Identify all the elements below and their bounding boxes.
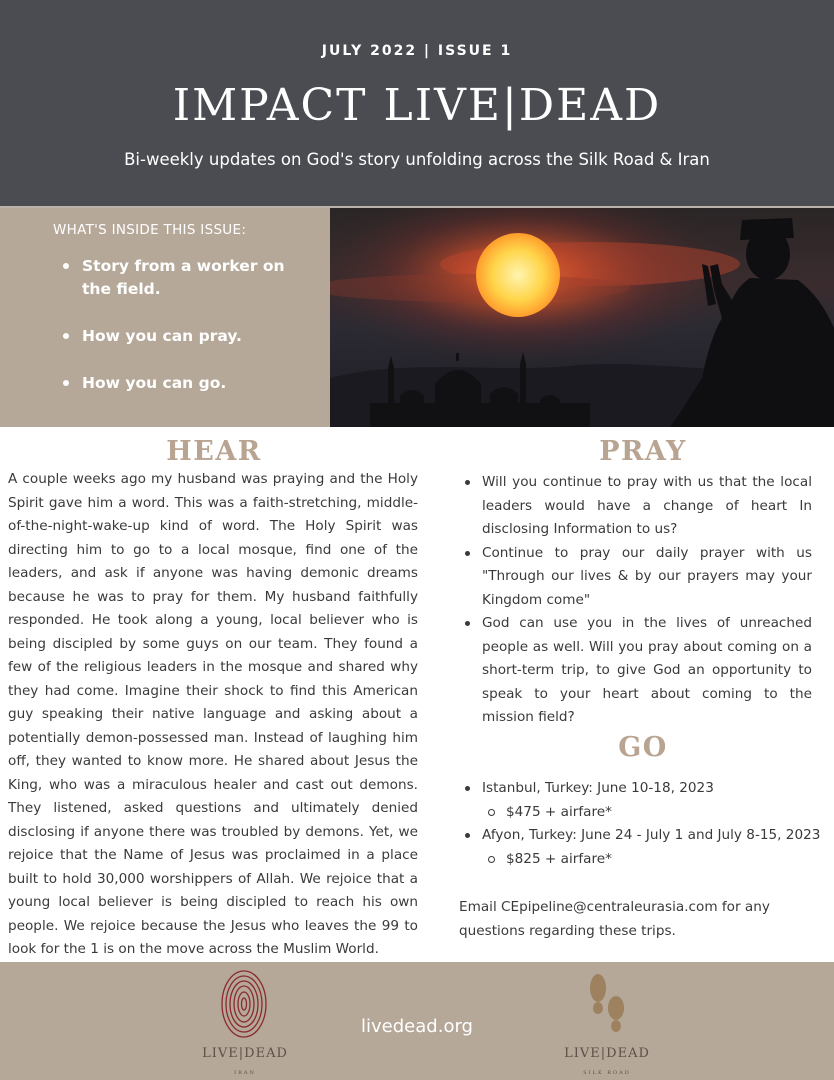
- prayer-item: God can use you in the lives of unreached people as well. Will you pray about coming on a short-term trip, to give God an opportunity to speak to your heart about coming to the mission field?: [462, 612, 812, 730]
- issue-line: JULY 2022 | ISSUE 1: [321, 43, 513, 59]
- contents-panel: [0, 208, 330, 427]
- masthead-header: [0, 0, 834, 206]
- contents-item: How you can go.: [62, 372, 312, 395]
- contents-item: Story from a worker on the field.: [62, 255, 312, 301]
- logo-wordmark: LIVE|DEAD: [564, 1046, 650, 1061]
- trip-name: Istanbul, Turkey: June 10-18, 2023: [482, 780, 714, 796]
- pray-heading: PRAY: [599, 436, 687, 467]
- hear-heading: HEAR: [166, 436, 262, 467]
- go-heading: GO: [618, 732, 668, 763]
- newsletter-title: IMPACT LIVE|DEAD: [172, 80, 662, 131]
- footprints-icon: [582, 966, 632, 1040]
- logo-subtitle: IRAN: [234, 1070, 256, 1076]
- contents-title: WHAT'S INSIDE THIS ISSUE:: [53, 222, 247, 238]
- prayer-item: Continue to pray our daily prayer with us "Through our lives & by our prayers may your Kingdom come": [462, 542, 812, 613]
- trip-item: [462, 777, 822, 824]
- logo-wordmark: LIVE|DEAD: [202, 1046, 288, 1061]
- contents-list: [62, 255, 312, 419]
- logo-subtitle: SILK ROAD: [583, 1070, 631, 1076]
- trip-cost: $475 + airfare*: [506, 801, 822, 825]
- trip-list: [462, 777, 822, 871]
- trip-item: [462, 824, 822, 871]
- livedead-silk-road-logo: [562, 966, 652, 1078]
- prayer-item: Will you continue to pray with us that the local leaders would have a change of heart In disclosing Information to us?: [462, 471, 812, 542]
- tagline: Bi-weekly updates on God's story unfolding across the Silk Road & Iran: [124, 150, 710, 169]
- email-contact-note: Email CEpipeline@centraleurasia.com for any questions regarding these trips.: [459, 899, 770, 939]
- hear-story-text: A couple weeks ago my husband was praying and the Holy Spirit gave him a word. This was a faith-stretching, middle-of-the-night-wake-up kind of word. The Holy Spirit was directing him to go to a local mosque, find one of the leaders, and ask if anyone was having demonic dreams because he was to pray for them. My husband faithfully responded. He took along a young, local believer who is being discipled by some guys on our team. They found a few of the religious leaders in the mosque and shared why they had come. Imagine their shock to find this American guy speaking their native language and asking about a potentially demon-possessed man. Instead of laughing him off, they wanted to know more. He shared about Jesus the King, who was a miraculous healer and cast out demons. They listened, asked questions and ultimately denied disclosing if anyone there was troubled by demons. Yet, we rejoice that the Name of Jesus was proclaimed in a place built to hold 30,000 worshippers of Allah. We rejoice that a young local believer is being discipled to reach his own people. We rejoice because the Jesus who leaves the 99 to look for the 1 is on the move across the Muslim World.: [8, 471, 418, 957]
- prayer-list: [462, 471, 812, 730]
- trip-cost: $825 + airfare*: [506, 848, 822, 872]
- footer: [0, 962, 834, 1080]
- contents-item: How you can pray.: [62, 325, 312, 348]
- trip-name: Afyon, Turkey: June 24 - July 1 and July 8-15, 2023: [482, 827, 821, 843]
- sunset-prayer-photo: [330, 208, 834, 427]
- website-link[interactable]: livedead.org: [361, 1016, 473, 1037]
